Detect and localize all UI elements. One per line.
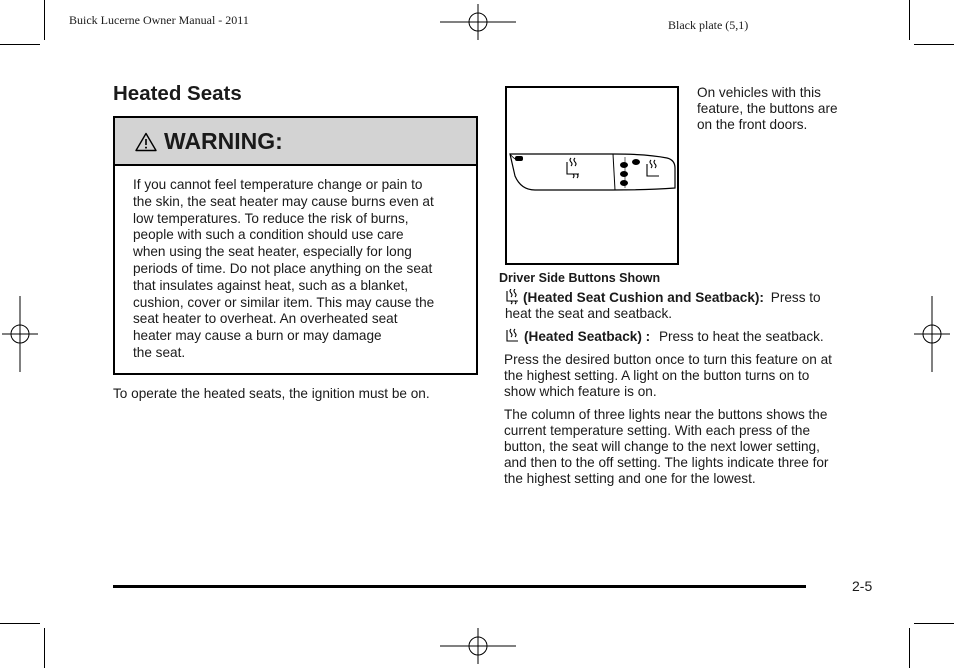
footer-rule (113, 585, 806, 588)
crop-mark (909, 628, 910, 668)
warning-line: cushion, cover or similar item. This may cause the (133, 294, 435, 310)
warning-line: that insulates against heat, such as a blanket, (133, 277, 409, 293)
registration-mark-left (2, 296, 38, 372)
warning-header (115, 118, 476, 166)
paragraph-line: the highest setting and one for the lowest. (504, 471, 756, 486)
header-plate: Black plate (5,1) (668, 18, 749, 32)
crop-mark (914, 623, 954, 624)
side-note-line: on the front doors. (697, 117, 808, 132)
seatback-item (505, 329, 824, 345)
registration-mark-bottom (440, 628, 516, 664)
warning-line: seat heater to overheat. An overheated seat (133, 311, 398, 327)
paragraph-line: show which feature is on. (504, 384, 657, 399)
warning-line: when using the seat heater, especially for long (133, 244, 412, 260)
paragraph-line: and then to the off setting. The lights indicate three for (504, 455, 829, 470)
figure-side-note (697, 85, 838, 133)
section-title: Heated Seats (113, 82, 242, 105)
cushion-text: Press to (770, 290, 821, 305)
ignition-paragraph: To operate the heated seats, the ignition must be on. (113, 386, 430, 401)
crop-mark (0, 44, 40, 45)
cushion-label: (Heated Seat Cushion and Seatback): (523, 290, 764, 305)
registration-mark-top (440, 4, 516, 40)
warning-line: periods of time. Do not place anything on the seat (133, 260, 433, 276)
warning-box (113, 116, 478, 375)
paragraph-press-button (504, 352, 832, 400)
paragraph-line: current temperature setting. With each press of the (504, 423, 811, 438)
warning-triangle-icon (135, 132, 157, 152)
warning-line: the seat. (133, 344, 186, 360)
warning-line: If you cannot feel temperature change or pain to (133, 177, 423, 192)
seatback-text: Press to heat the seatback. (658, 329, 824, 344)
registration-mark-right (914, 296, 950, 372)
paragraph-line: Press the desired button once to turn this feature on at (504, 352, 832, 367)
paragraph-line: the highest setting. A light on the button turns on to (504, 368, 810, 383)
crop-mark (44, 0, 45, 40)
paragraph-temperature-lights (504, 407, 828, 487)
page-number: 2-5 (852, 578, 873, 594)
paragraph-line: The column of three lights near the buttons shows the (504, 407, 828, 422)
side-note-line: feature, the buttons are (697, 101, 838, 116)
crop-mark (44, 628, 45, 668)
crop-mark (914, 44, 954, 45)
warning-line: the skin, the seat heater may cause burns even at (133, 193, 434, 209)
paragraph-line: button, the seat will change to the next lower setting, (504, 439, 820, 454)
cushion-text-continued: heat the seat and seatback. (505, 306, 673, 321)
warning-line: heater may cause a burn or may damage (133, 328, 382, 344)
figure-caption: Driver Side Buttons Shown (499, 271, 661, 285)
button-figure (505, 86, 679, 265)
warning-title: WARNING: (164, 128, 283, 154)
door-buttons-illustration (507, 88, 677, 263)
header-manual-title: Buick Lucerne Owner Manual - 2011 (69, 13, 249, 27)
warning-text (133, 177, 463, 362)
seatback-label: (Heated Seatback) : (524, 329, 651, 344)
crop-mark (909, 0, 910, 40)
side-note-line: On vehicles with this (697, 85, 821, 100)
crop-mark (0, 623, 40, 624)
warning-line: people with such a condition should use care (133, 227, 404, 243)
cushion-item (505, 290, 821, 322)
warning-line: low temperatures. To reduce the risk of burns, (133, 210, 409, 226)
